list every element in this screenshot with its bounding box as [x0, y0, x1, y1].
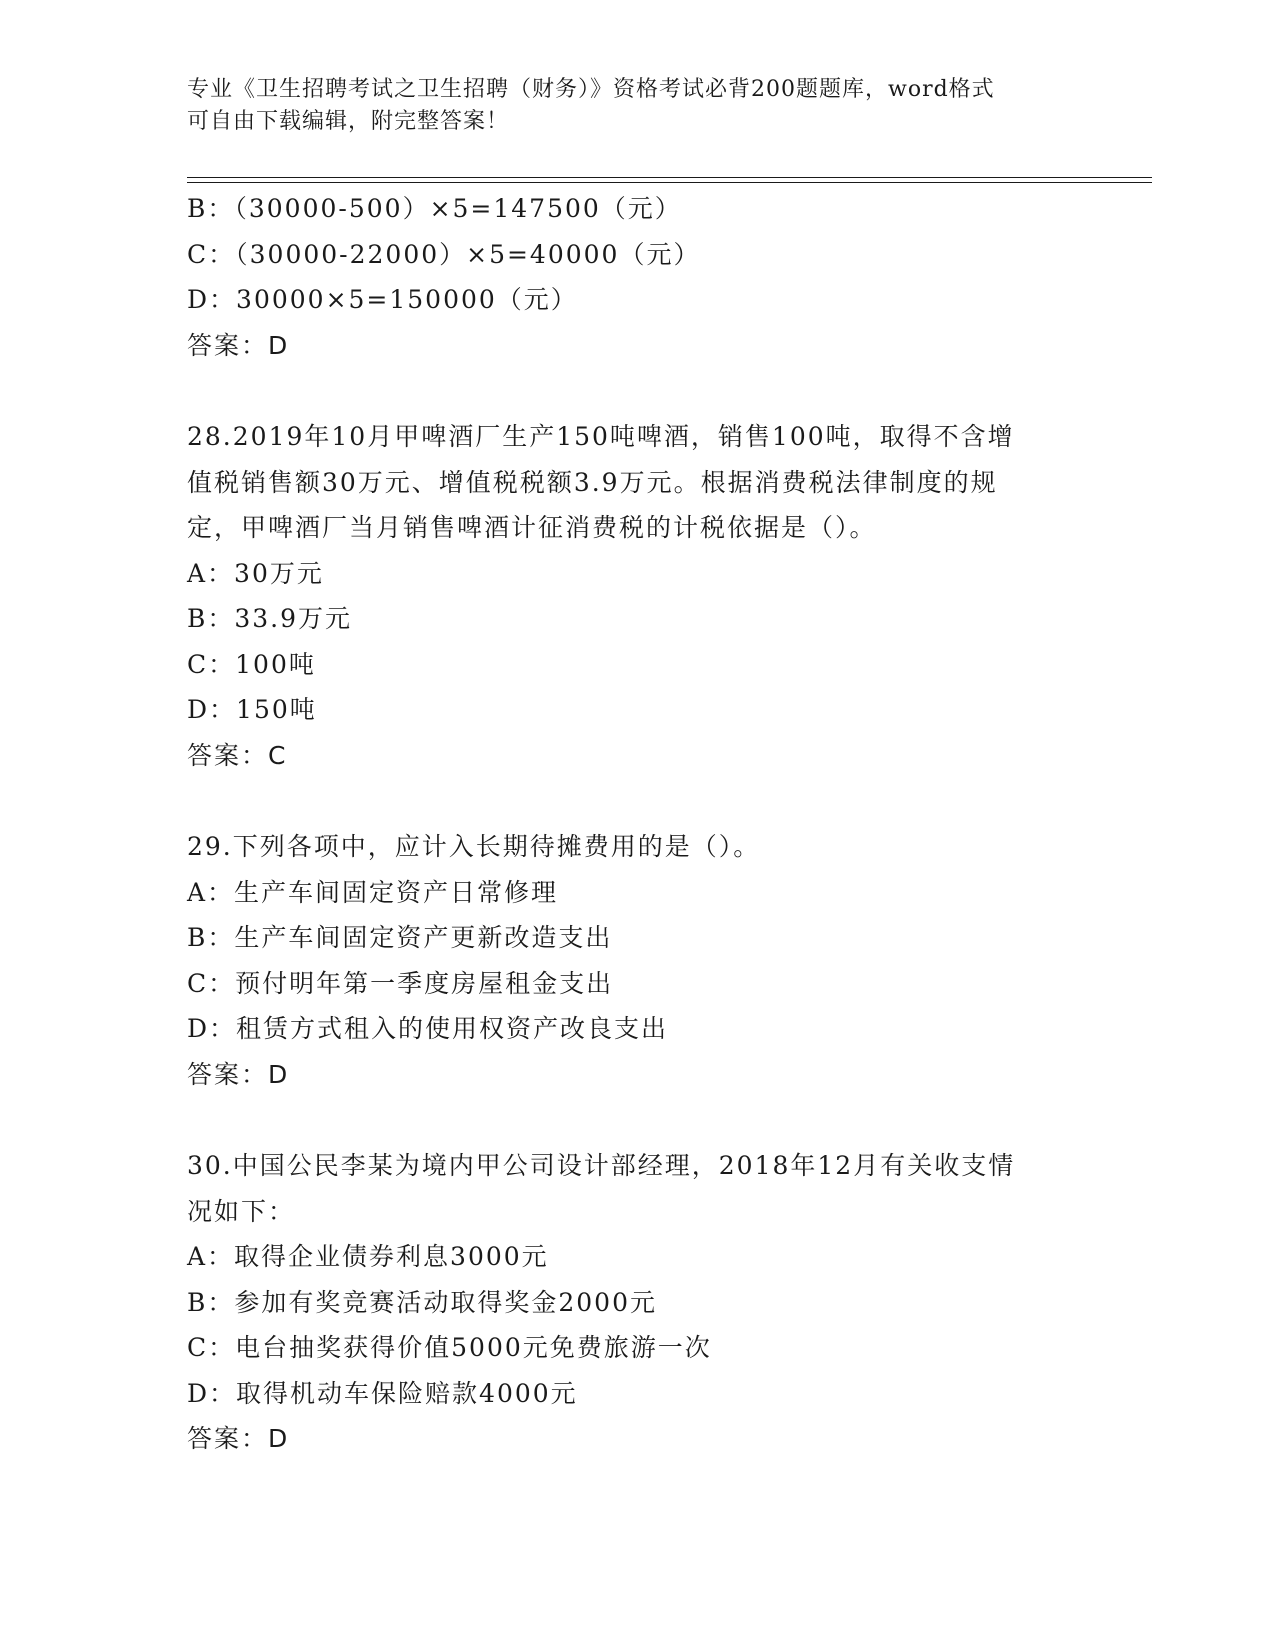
question-stem: 定，甲啤酒厂当月销售啤酒计征消费税的计税依据是（）。 — [187, 513, 877, 542]
question-stem: 30.中国公民李某为境内甲公司设计部经理，2018年12月有关收支情 — [187, 1151, 1016, 1180]
option-d: D：租赁方式租入的使用权资产改良支出 — [187, 1014, 669, 1043]
option-d: D：取得机动车保险赔款4000元 — [187, 1378, 578, 1408]
document-body — [187, 186, 1087, 1462]
option-b: B：（30000-500）×5=147500（元） — [187, 194, 682, 223]
question-stem: 值税销售额30万元、增值税税额3.9万元。根据消费税法律制度的规 — [187, 467, 998, 497]
question-stem: 况如下： — [187, 1196, 296, 1226]
header-divider-bottom — [187, 182, 1152, 183]
question-stem: 29.下列各项中，应计入长期待摊费用的是（）。 — [187, 832, 761, 861]
option-d: D：30000×5=150000（元） — [187, 285, 578, 314]
question-stem: 28.2019年10月甲啤酒厂生产150吨啤酒，销售100吨，取得不含增 — [187, 422, 1015, 451]
answer: 答案：D — [187, 1424, 290, 1453]
question-28 — [187, 414, 1087, 778]
question-29 — [187, 824, 1087, 1097]
option-b: B：参加有奖竞赛活动取得奖金2000元 — [187, 1287, 657, 1317]
option-c: C：电台抽奖获得价值5000元免费旅游一次 — [187, 1333, 712, 1362]
header-divider-top — [187, 177, 1152, 178]
option-b: B：33.9万元 — [187, 604, 353, 633]
spacer — [187, 368, 1087, 414]
question-30 — [187, 1143, 1087, 1462]
spacer — [187, 778, 1087, 824]
option-a: A：取得企业债券利息3000元 — [187, 1242, 549, 1271]
option-b: B：生产车间固定资产更新改造支出 — [187, 923, 613, 952]
option-a: A：生产车间固定资产日常修理 — [187, 877, 559, 907]
header-line-2: 可自由下载编辑，附完整答案！ — [187, 109, 510, 134]
answer: 答案：C — [187, 740, 288, 770]
document-header — [187, 74, 1087, 138]
answer: 答案：D — [187, 330, 290, 360]
answer: 答案：D — [187, 1059, 290, 1089]
option-d: D：150吨 — [187, 695, 317, 724]
option-c: C：预付明年第一季度房屋租金支出 — [187, 968, 614, 998]
spacer — [187, 1097, 1087, 1143]
option-a: A：30万元 — [187, 558, 324, 588]
option-c: C：（30000-22000）×5=40000（元） — [187, 239, 701, 269]
header-line-1: 专业《卫生招聘考试之卫生招聘（财务）》资格考试必背200题题库，word格式 — [187, 77, 995, 102]
question-27-continued — [187, 186, 1087, 368]
option-c: C：100吨 — [187, 649, 316, 679]
